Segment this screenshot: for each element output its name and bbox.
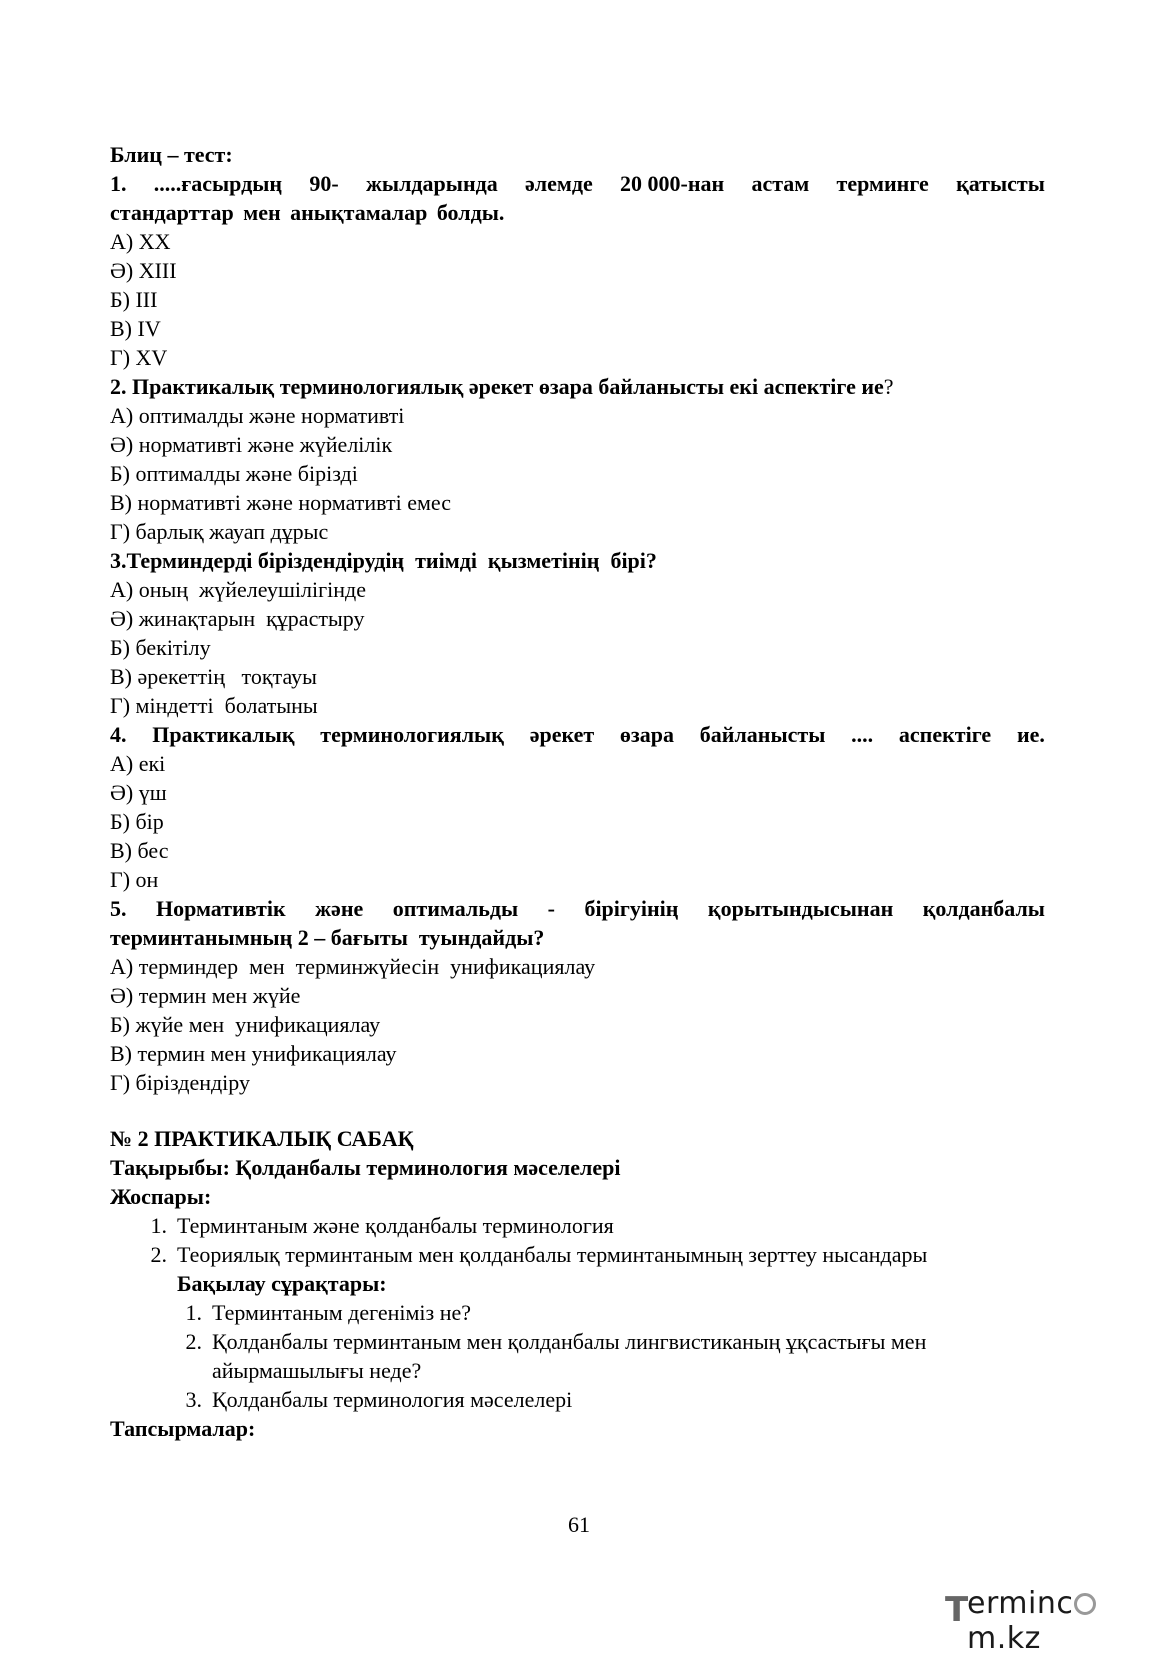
- q4-word: Практикалық: [152, 722, 295, 747]
- q5-word: Нормативтік: [155, 896, 286, 921]
- answer-option: Г) біріздендіру: [110, 1070, 251, 1095]
- list-item: [110, 1327, 1045, 1385]
- answer-option: Ә) үш: [110, 780, 167, 805]
- answer-option: Г) барлық жауап дұрыс: [110, 519, 329, 544]
- control-questions-list: [110, 1298, 1045, 1414]
- answer-option: В) нормативті және нормативті емес: [110, 490, 451, 515]
- q4-word: ие.: [1016, 722, 1045, 747]
- answer-option: В) бес: [110, 838, 169, 863]
- answer-option: Б) ІІІ: [110, 287, 158, 312]
- list-item-number: 1.: [150, 1213, 167, 1238]
- q1-word: қатысты: [956, 171, 1045, 196]
- answer-option: Г) ХV: [110, 345, 168, 370]
- answer-option: Б) бір: [110, 809, 164, 834]
- list-item: [110, 1240, 1045, 1269]
- answer-option: В) әрекеттің тоқтауы: [110, 664, 317, 689]
- list-item: [110, 1211, 1045, 1240]
- q3-options: [110, 575, 1045, 720]
- q5-word: және: [315, 896, 364, 921]
- q1-question-line1: [110, 169, 1045, 198]
- q4-word: ....: [851, 722, 874, 747]
- blitz-title: Блиц – тест:: [110, 142, 233, 167]
- lesson-topic: Тақырыбы: Қолданбалы терминология мәселелері: [110, 1155, 621, 1180]
- lesson-heading: № 2 ПРАКТИКАЛЫҚ САБАҚ: [110, 1126, 414, 1151]
- q1-word: астам: [751, 171, 810, 196]
- q1-word: 1.: [110, 171, 127, 196]
- list-item-text: Теориялық терминтаным мен қолданбалы терминтанымның зерттеу нысандары: [177, 1242, 928, 1267]
- answer-option: Ә) нормативті және жүйелілік: [110, 432, 393, 457]
- logo-search-icon: [1074, 1593, 1096, 1615]
- q1-word: әлемде: [525, 171, 593, 196]
- answer-option: Г) міндетті болатыны: [110, 693, 318, 718]
- answer-option: Б) жүйе мен унификациялау: [110, 1012, 381, 1037]
- q5-word: -: [547, 896, 555, 921]
- page-number: 61: [568, 1512, 590, 1537]
- answer-option: Б) бекітілу: [110, 635, 211, 660]
- q5-question-line1: [110, 894, 1045, 923]
- q5-options: [110, 952, 1045, 1097]
- q1-options: [110, 227, 1045, 372]
- answer-option: В) IV: [110, 316, 161, 341]
- q1-word: .....ғасырдың: [153, 171, 283, 196]
- q5-word: 5.: [110, 896, 127, 921]
- list-item-text: Қолданбалы терминология мәселелері: [212, 1387, 573, 1412]
- answer-option: Ә) жинақтарын құрастыру: [110, 606, 365, 631]
- q1-word: терминге: [836, 171, 929, 196]
- q2-question: 2. Практикалық терминологиялық әрекет өзара байланысты екі аспектіге ие?: [110, 374, 894, 399]
- q4-word: өзара: [619, 722, 674, 747]
- answer-option: А) екі: [110, 751, 166, 776]
- list-item-number: 1.: [185, 1300, 202, 1325]
- logo-t-icon: T: [945, 1590, 969, 1630]
- q1-question-line2: стандарттар мен анықтамалар болды.: [110, 200, 505, 225]
- list-item: [110, 1298, 1045, 1327]
- q4-word: 4.: [110, 722, 127, 747]
- q5-question-line2: терминтанымның 2 – бағыты туындайды?: [110, 925, 545, 950]
- q4-word: аспектіге: [898, 722, 992, 747]
- list-item-text: Терминтаным және қолданбалы терминология: [177, 1213, 614, 1238]
- termincom-logo: T ermincm.kz: [945, 1588, 1145, 1624]
- q4-question: [110, 720, 1045, 749]
- list-item: [110, 1385, 1045, 1414]
- q3-question: 3.Терминдерді біріздендірудің тиімді қызметінің бірі?: [110, 548, 657, 573]
- q4-word: терминологиялық: [320, 722, 504, 747]
- answer-option: А) ХХ: [110, 229, 171, 254]
- control-label: Бақылау сұрақтары:: [177, 1271, 387, 1296]
- plan-label: Жоспары:: [110, 1184, 212, 1209]
- q5-word: оптимальды: [392, 896, 519, 921]
- q1-word: 20 000-нан: [620, 171, 725, 196]
- answer-option: А) оптималды және нормативті: [110, 403, 405, 428]
- q1-word: жылдарында: [365, 171, 498, 196]
- q5-word: бірігуінің: [584, 896, 679, 921]
- answer-option: Г) он: [110, 867, 159, 892]
- answer-option: Ә) ХІІІ: [110, 258, 177, 283]
- list-item-number: 2.: [150, 1242, 167, 1267]
- answer-option: Ә) термин мен жүйе: [110, 983, 301, 1008]
- q1-word: 90-: [309, 171, 339, 196]
- q4-word: әрекет: [529, 722, 595, 747]
- q4-options: [110, 749, 1045, 894]
- answer-option: Б) оптималды және бірізді: [110, 461, 358, 486]
- q5-word: қорытындысынан: [707, 896, 894, 921]
- q5-word: қолданбалы: [922, 896, 1045, 921]
- tasks-label: Тапсырмалар:: [110, 1416, 256, 1441]
- answer-option: В) термин мен унификациялау: [110, 1041, 397, 1066]
- list-item-number: 2.: [185, 1329, 202, 1354]
- page-content: [110, 140, 1045, 1443]
- plan-list: [110, 1211, 1045, 1269]
- answer-option: А) терминдер мен терминжүйесін унификациялау: [110, 954, 596, 979]
- list-item-text: Қолданбалы терминтаным мен қолданбалы лингвистиканың ұқсастығы мен айырмашылығы неде?: [212, 1329, 927, 1383]
- list-item-number: 3.: [185, 1387, 202, 1412]
- list-item-text: Терминтаным дегеніміз не?: [212, 1300, 471, 1325]
- q4-word: байланысты: [699, 722, 826, 747]
- answer-option: А) оның жүйелеушілігінде: [110, 577, 366, 602]
- q2-options: [110, 401, 1045, 546]
